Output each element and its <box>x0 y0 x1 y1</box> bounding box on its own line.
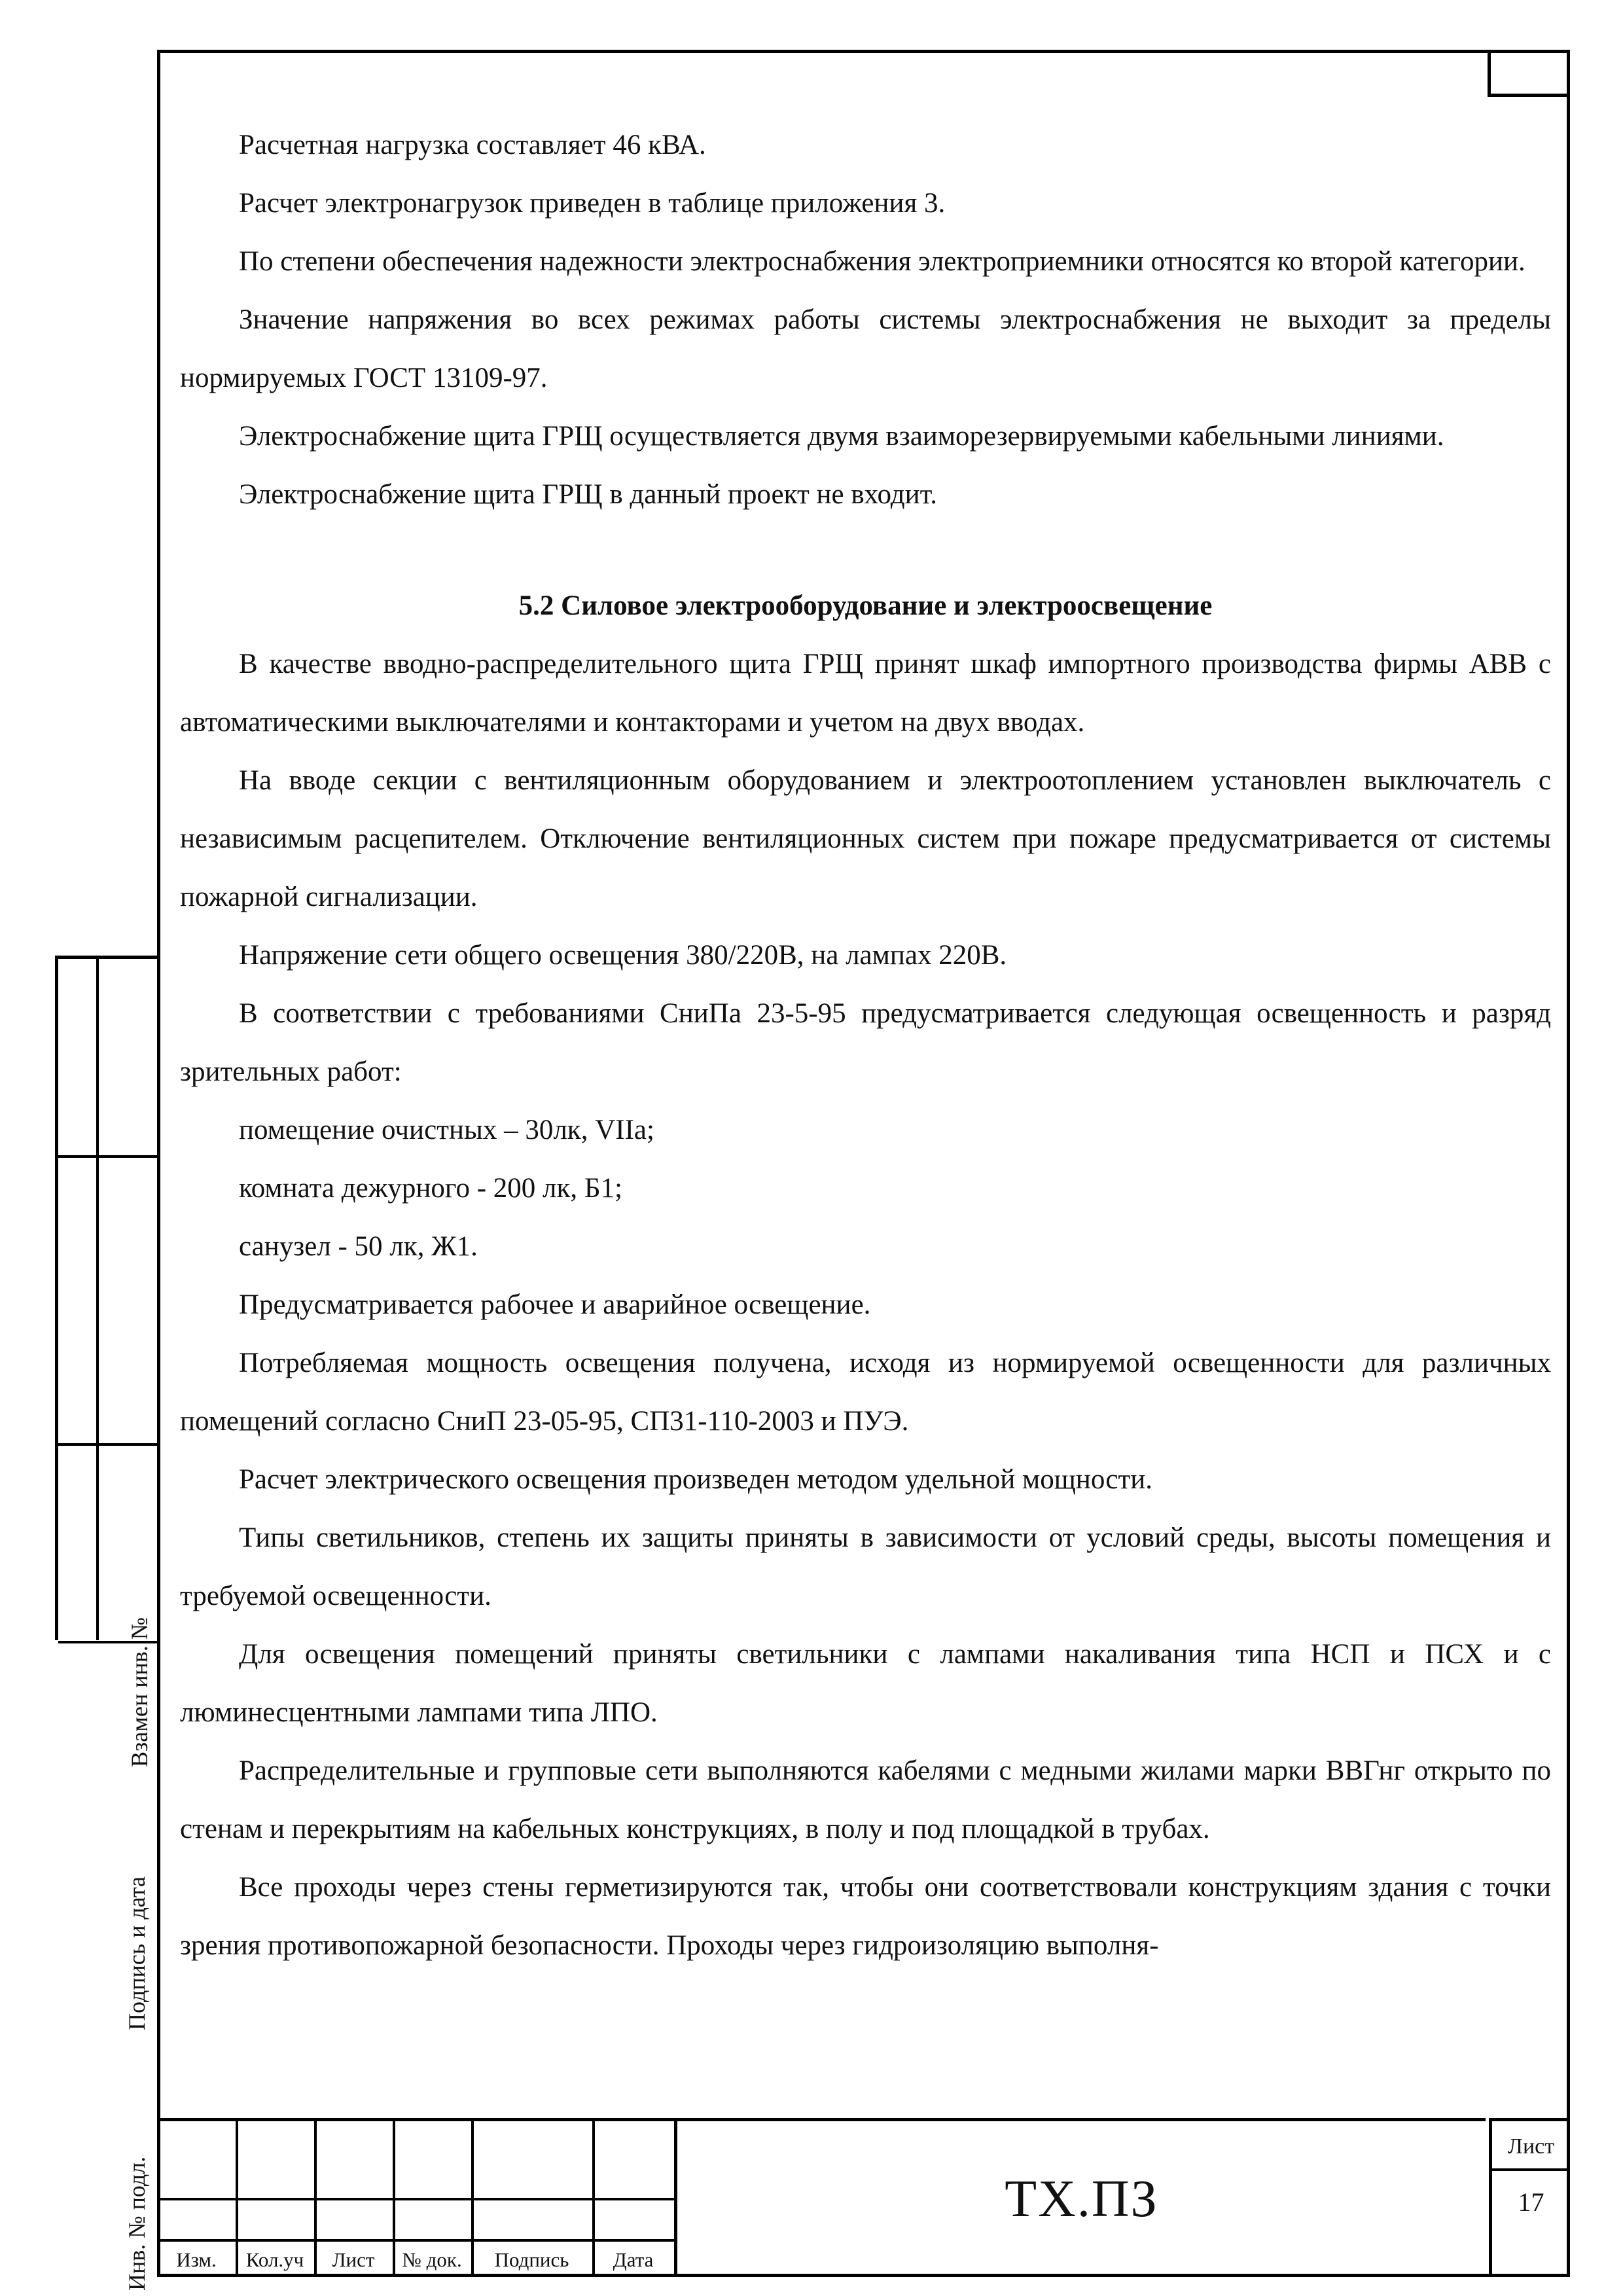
column-header: Кол.уч <box>245 2248 304 2271</box>
title-block <box>157 2118 1570 2277</box>
section-heading: 5.2 Силовое электрооборудование и электроосвещение <box>518 590 1213 621</box>
document-code: ТХ.ПЗ <box>674 2118 1486 2277</box>
column-header: Изм. <box>176 2248 217 2271</box>
paragraph: По степени обеспечения надежности электроснабжения электроприемники относятся ко второй категории. <box>239 246 1525 277</box>
grid-line <box>157 2239 674 2242</box>
corner-box <box>1488 50 1570 97</box>
paragraph: В соответствии с требованиями СниПа 23-5-95 предусматривается следующая освещенность и разряд зрительных работ: <box>180 998 1551 1087</box>
paragraph: Для освещения помещений приняты светильники с лампами накаливания типа НСП и ПСХ и с люминесцентными лампами типа ЛПО. <box>180 1639 1551 1728</box>
sheet-number: 17 <box>1518 2187 1544 2217</box>
side-stamp <box>55 956 158 2291</box>
replace-inventory-label: Взамен инв. № <box>126 1617 152 1767</box>
paragraph: Все проходы через стены герметизируются так, чтобы они соответствовали конструкциям здания с точки зрения противопожарной безопасности. Проходы через гидроизоляцию выполня- <box>180 1872 1551 1961</box>
paragraph: Электроснабжение щита ГРЩ осуществляется двумя взаиморезервируемыми кабельными линиями. <box>239 421 1444 452</box>
paragraph: Электроснабжение щита ГРЩ в данный проект не входит. <box>239 479 937 510</box>
side-stamp-divider <box>58 1443 157 1446</box>
paragraph: Напряжение сети общего освещения 380/220В, на лампах 220В. <box>239 940 1007 971</box>
side-stamp-divider <box>96 959 99 1640</box>
column-header: Подпись <box>494 2248 569 2271</box>
list-item: комната дежурного - 200 лк, Б1; <box>239 1173 623 1204</box>
paragraph: Предусматривается рабочее и аварийное освещение. <box>239 1289 871 1320</box>
sheet-label: Лист <box>1507 2134 1555 2159</box>
paragraph: Расчетная нагрузка составляет 46 кВА. <box>239 130 706 160</box>
column-header: Дата <box>613 2248 654 2271</box>
paragraph: Значение напряжения во всех режимах работы системы электроснабжения не выходит за пределы нормируемых ГОСТ 13109-97. <box>180 304 1551 393</box>
list-item: санузел - 50 лк, Ж1. <box>239 1231 478 1262</box>
original-inventory-label: Инв. № подл. <box>124 2156 150 2291</box>
signature-date-label: Подпись и дата <box>124 1876 150 2030</box>
side-stamp-divider <box>58 1155 157 1158</box>
sheet-divider <box>1492 2168 1570 2171</box>
document-body <box>180 116 1551 1975</box>
paragraph: Потребляемая мощность освещения получена, исходя из нормируемой освещенности для различных помещений согласно СниП 23-05-95, СП31-110-2003 и ПУЭ. <box>180 1348 1551 1437</box>
paragraph: Расчет электронагрузок приведен в таблице приложения 3. <box>239 188 946 219</box>
paragraph: На вводе секции с вентиляционным оборудованием и электроотоплением установлен выключатель с независимым расцепителем. Отключение вентиляционных систем при пожаре предусматривается от системы пожарной сигнализации. <box>180 765 1551 912</box>
column-header: Лист <box>332 2248 375 2271</box>
paragraph: Распределительные и групповые сети выполняются кабелями с медными жилами марки ВВГнг открыто по стенам и перекрытиям на кабельных конструкциях, в полу и под площадкой в трубах. <box>180 1755 1551 1844</box>
side-stamp-table <box>55 956 157 1640</box>
paragraph: Расчет электрического освещения произведен методом удельной мощности. <box>239 1464 1153 1495</box>
sheet-box <box>1489 2118 1570 2277</box>
list-item: помещение очистных – 30лк, VIIа; <box>239 1115 654 1145</box>
column-header: № док. <box>402 2248 462 2271</box>
paragraph: В качестве вводно-распределительного щита ГРЩ принят шкаф импортного производства фирмы АВВ с автоматическими выключателями и контакторами и учетом на двух вводах. <box>180 649 1551 738</box>
grid-line <box>157 2198 674 2200</box>
revision-grid <box>157 2118 674 2277</box>
paragraph: Типы светильников, степень их защиты приняты в зависимости от условий среды, высоты помещения и требуемой освещенности. <box>180 1522 1551 1611</box>
drawing-frame <box>157 50 1570 2277</box>
